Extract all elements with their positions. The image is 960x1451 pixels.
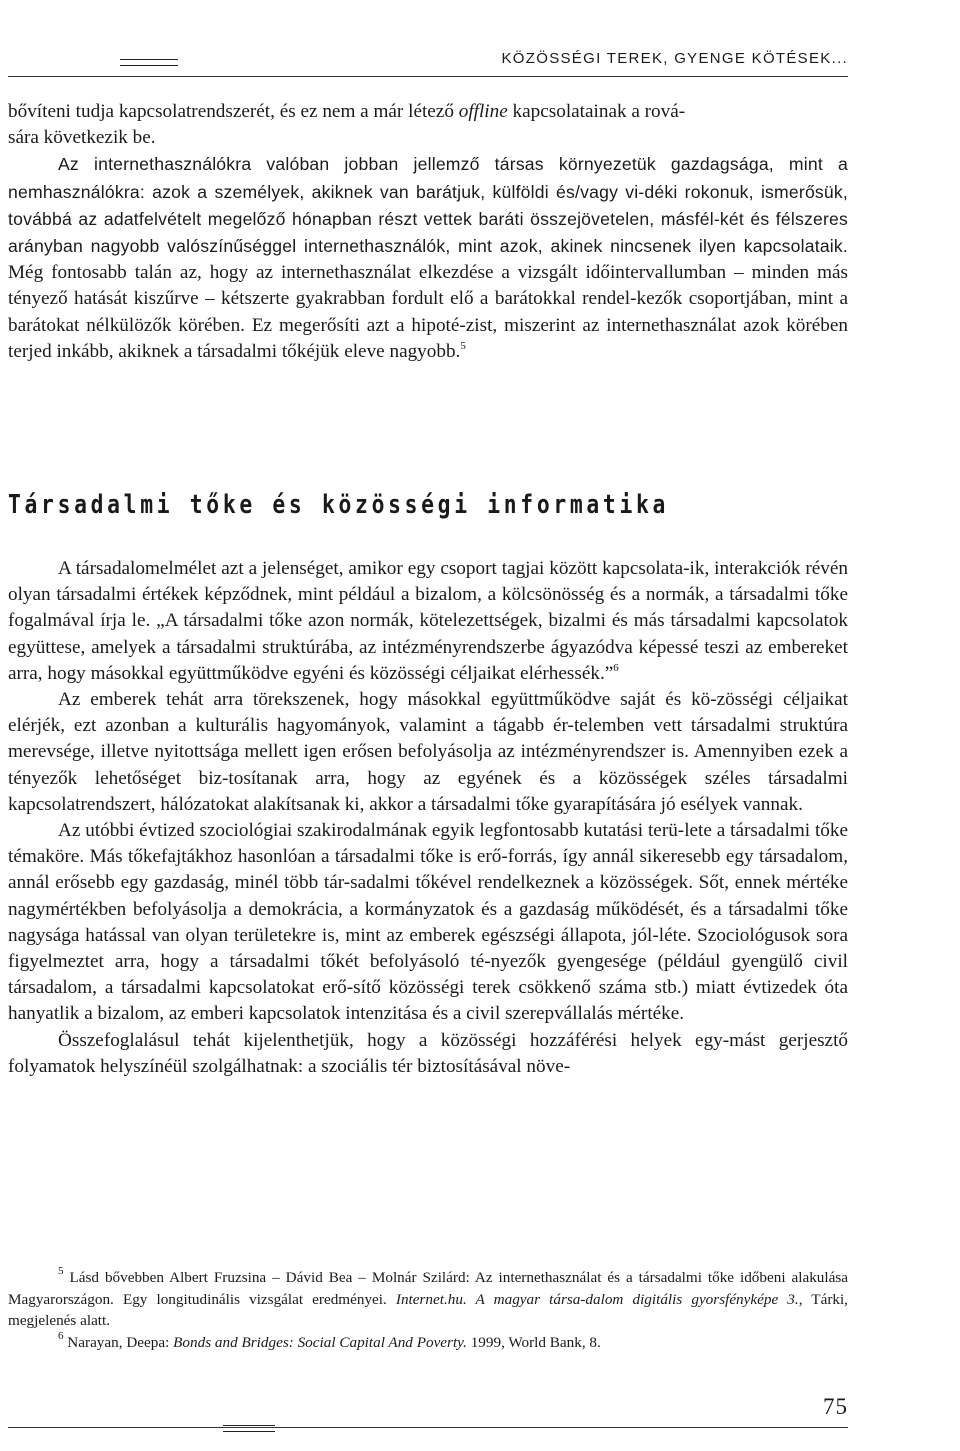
intro-para2-rest: Még fontosabb talán az, hogy az internethasználat elkezdése a vizsgált időintervallumban – minden más tényező hatását kiszűrve – kétszerte gyakrabban fordult elő a barátokkal rendel-kezők csoportjában, mint a barátokat nélkülözők körében. Ez megerősíti azt a hipoté-zist, miszerint az internethasználat azok körében terjed inkább, akiknek a társadalmi tőkéjük eleve nagyobb. bbox=[8, 262, 848, 362]
intro-para2-sans: Az internethasználókra valóban jobban jellemző társas környezetük gazdagsága, mint a nemhasználókra: azok a személyek, akiknek van barátjuk, külföldi és/vagy vi-déki rokonuk, ismerősük, továbbá az adatfelvételt megelőző hónapban részt vettek baráti összejövetelen, másfél-két és félszeres arányban nagyobb valószínűséggel internethasználók, mint azok, akinek nincsenek ilyen kapcsolataik. bbox=[8, 154, 848, 257]
running-title: KÖZÖSSÉGI TEREK, GYENGE KÖTÉSEK... bbox=[501, 50, 848, 67]
page-number: 75 bbox=[823, 1394, 848, 1419]
footnote-5-italic: Internet.hu. A magyar társa-dalom digitális gyorsfényképe 3. bbox=[395, 1290, 799, 1308]
footnote-5 bbox=[8, 1267, 848, 1332]
section-paragraph-1 bbox=[8, 556, 848, 687]
intro-paragraph-1 bbox=[8, 99, 848, 151]
section-paragraph-2: Az emberek tehát arra törekszenek, hogy másokkal együttműködve saját és kö-zösségi céljaikat elérjék, ezt azonban a kulturális hagyományok, valamint a tágabb ér-telemben vett társadalmi struktúra merevsége, illetve nyitottsága mellett igen erősen befolyásolja az intézményrendszer is. Amennyiben ezek a tényezők lehetőséget biz-tosítanak arra, hogy az egyének és a közösségek széles társadalmi kapcsolatrendszert, hálózatokat alakítsanak ki, akkor a társadalmi tőke gyarapítására jó esélyek vannak. bbox=[8, 689, 848, 815]
intro-line2: sára következik be. bbox=[8, 127, 156, 149]
footnote-6 bbox=[8, 1329, 848, 1354]
intro-line1-a: bővíteni tudja kapcsolatrendszerét, és ez nem a már létező bbox=[8, 101, 459, 122]
section-heading: Társadalmi tőke és közösségi informatika bbox=[8, 490, 670, 520]
footnote-6-text-b: 1999, World Bank, 8. bbox=[466, 1333, 601, 1351]
intro-text bbox=[8, 99, 848, 365]
footer-rule bbox=[8, 1427, 848, 1428]
header-ornament bbox=[120, 59, 178, 66]
footnote-ref-5[interactable]: 5 bbox=[460, 339, 466, 352]
section-paragraph-4: Összefoglalásul tehát kijelenthetjük, hogy a közösségi hozzáférési helyek egy-mást gerjesztő folyamatok helyszínéül szolgálhatnak: a szociális tér biztosításával növe- bbox=[8, 1029, 848, 1077]
section-body bbox=[8, 556, 848, 1080]
footnotes bbox=[8, 1267, 848, 1353]
footer-ornament bbox=[223, 1425, 275, 1432]
footnote-5-text-b: , Tárki, megjelenés alatt. bbox=[8, 1290, 848, 1330]
offline-term: offline bbox=[458, 101, 508, 122]
section-paragraph-3: Az utóbbi évtized szociológiai szakirodalmának egyik legfontosabb kutatási terü-lete a társadalmi tőke témaköre. Más tőkefajtákhoz hasonlóan a társadalmi tőke is erő-forrás, így annál sikeresebb egy társadalom, annál erősebb egy gazdaság, minél több tár-sadalmi tőkével rendelkeznek a közösségek. Sőt, ennek mértéke nagymértékben befolyásolja a demokrácia, a kormányzatok és a gazdaság működését, és a társadalmi tőke nagysága hatással van olyan területekre is, mint az emberek egészségi állapota, jól-léte. Szociológusok sora figyelmeztet arra, hogy a társadalmi tőkét befolyásoló té-nyezők gyengesége (például gyengülő civil társadalom, a társadalmi kapcsolatokat erő-sítő közösségi terek csökkenő száma stb.) miatt évtizedek óta hanyatlik a bizalom, az emberi kapcsolatok intenzitása és a civil szerepvállalás mértéke. bbox=[8, 820, 848, 1025]
intro-line1-b: kapcsolatainak a rová- bbox=[507, 101, 686, 122]
intro-paragraph-2 bbox=[8, 151, 848, 365]
footnote-5-number: 5 bbox=[58, 1265, 64, 1277]
footnote-5-text-a: Lásd bővebben Albert Fruzsina – Dávid Bea – Molnár Szilárd: Az internethasználat és a társadalmi tőke időbeni alakulása Magyarországon. Egy longitudinális vizsgálat eredményei. bbox=[8, 1269, 849, 1308]
footnote-6-number: 6 bbox=[58, 1329, 64, 1342]
header-rule bbox=[8, 76, 848, 77]
footnote-6-text-a: Narayan, Deepa: bbox=[67, 1333, 174, 1351]
footnote-ref-6[interactable]: 6 bbox=[613, 661, 619, 674]
footnote-6-italic: Bonds and Bridges: Social Capital And Poverty. bbox=[173, 1333, 467, 1351]
section-p1-text: A társadalomelmélet azt a jelenséget, amikor egy csoport tagjai között kapcsolata-ik, interakciók révén olyan társadalmi értékek képződnek, mint például a bizalom, a kölcsönösség és a normák, a társadalmi tőke fogalmával írja le. „A társadalmi tőke azon normák, kötelezettségek, bizalmi és más társadalmi kapcsolatok együttese, amelyek a társadalmi struktúrába, az intézményrendszerbe ágyazódva képessé teszi az embereket arra, hogy másokkal együttműködve egyéni és közösségi céljaikat elérhessék.” bbox=[8, 558, 848, 684]
